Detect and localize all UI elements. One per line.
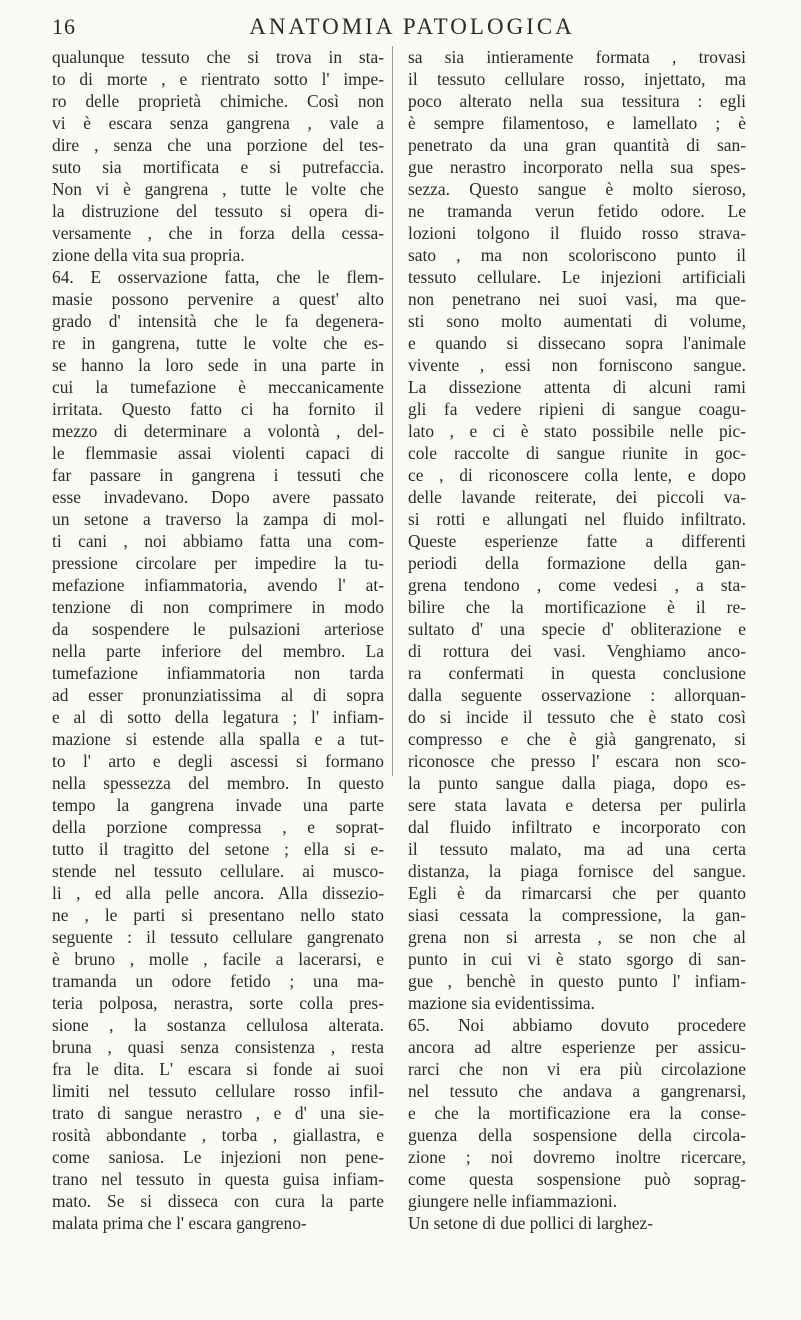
text-line: grado d' intensità che le fa degenera- xyxy=(52,311,384,331)
text-line: suto sia mortificata e si putrefaccia. xyxy=(52,157,384,177)
text-line: mazione sia evidentissima. xyxy=(408,993,595,1013)
text-line: periodi della formazione della gan- xyxy=(408,553,746,573)
text-line: lato , e ci è stato possibile nelle pic- xyxy=(408,421,746,441)
text-line: sione , la sostanza cellulosa alterata. xyxy=(52,1015,384,1035)
text-line: penetrato da una gran quantità di san- xyxy=(408,135,746,155)
text-line: malata prima che l' escara gangreno- xyxy=(52,1213,307,1233)
text-line: La dissezione attenta di alcuni rami xyxy=(408,377,746,397)
text-line: compresso e che è già gangrenato, si xyxy=(408,729,746,749)
text-line: guenza della sospensione della circola- xyxy=(408,1125,746,1145)
text-line: to di morte , e rientrato sotto l' impe- xyxy=(52,69,384,89)
text-line: gue nerastro incorporato nella sua spes- xyxy=(408,157,746,177)
text-line: le flemmasie assai violenti capaci di xyxy=(52,443,384,463)
text-line: sezza. Questo sangue è molto sieroso, xyxy=(408,179,746,199)
text-line: ce , di riconoscere colla lente, e dopo xyxy=(408,465,746,485)
text-line: li , ed alla pelle ancora. Alla dissezio- xyxy=(52,883,384,903)
text-line: sere stata lavata e detersa per pulirla xyxy=(408,795,746,815)
text-line: dire , senza che una porzione del tes- xyxy=(52,135,384,155)
text-line: punto in cui vi è stato sgorgo di san- xyxy=(408,949,746,969)
text-line: distanza, la piaga fornisce del sangue. xyxy=(408,861,746,881)
page-header xyxy=(52,14,772,40)
text-line: to l' arto e degli ascessi si formano xyxy=(52,751,384,771)
text-line: un setone a traverso la zampa di mol- xyxy=(52,509,384,529)
text-line: sa sia intieramente formata , trovasi xyxy=(408,47,746,67)
text-line: nella parte inferiore del membro. La xyxy=(52,641,384,661)
text-line: delle lavande reiterate, dei piccoli va- xyxy=(408,487,746,507)
text-line: cole raccolte di sangue riunite in goc- xyxy=(408,443,746,463)
text-line: ro delle proprietà chimiche. Così non xyxy=(52,91,384,111)
text-line: Queste esperienze fatte a differenti xyxy=(408,531,746,551)
text-line: tumefazione infiammatoria non tarda xyxy=(52,663,384,683)
text-line: come saniosa. Le injezioni non pene- xyxy=(52,1147,384,1167)
text-line: bilire che la mortificazione è il re- xyxy=(408,597,746,617)
text-line: Un setone di due pollici di larghez- xyxy=(408,1213,654,1233)
text-line: limiti nel tessuto cellulare rosso infil- xyxy=(52,1081,384,1101)
text-line: do si incide il tessuto che è stato così xyxy=(408,707,746,727)
text-line: mato. Se si disseca con cura la parte xyxy=(52,1191,384,1211)
text-line: mezzo di determinare a volontà , del- xyxy=(52,421,384,441)
text-line: gue , benchè in questo punto l' infiam- xyxy=(408,971,746,991)
running-title: ANATOMIA PATOLOGICA xyxy=(249,14,575,39)
text-line: poco alterato nella sua tessitura : egli xyxy=(408,91,746,111)
text-line: nella spessezza del membro. In questo xyxy=(52,773,384,793)
text-line: e quando si dissecano sopra l'animale xyxy=(408,333,746,353)
text-line: re in gangrena, tutte le volte che es- xyxy=(52,333,384,353)
text-line: ne tramanda verun fetido odore. Le xyxy=(408,201,746,221)
text-line: tempo la gangrena invade una parte xyxy=(52,795,384,815)
text-line: e che la mortificazione era la conse- xyxy=(408,1103,746,1123)
text-line: zione ; noi dovremo inoltre ricercare, xyxy=(408,1147,746,1167)
text-line: della porzione compressa , e soprat- xyxy=(52,817,384,837)
text-line: dalla seguente osservazione : allorquan- xyxy=(408,685,746,705)
text-line: la distruzione del tessuto si opera di- xyxy=(52,201,384,221)
text-line: mefazione infiammatoria, avendo l' at- xyxy=(52,575,384,595)
text-line: rosità abbondante , torba , giallastra, e xyxy=(52,1125,384,1145)
text-line: grena tendono , come vedesi , a sta- xyxy=(408,575,746,595)
text-line: tutto il tragitto del setone ; ella si e- xyxy=(52,839,384,859)
text-line: nel tessuto che andava a gangrenarsi, xyxy=(408,1081,746,1101)
text-columns xyxy=(52,46,772,1266)
text-line: teria polposa, nerastra, sorte colla pres- xyxy=(52,993,384,1013)
text-line: qualunque tessuto che si trova in sta- xyxy=(52,47,384,67)
text-line: tenzione di non comprimere in modo xyxy=(52,597,384,617)
text-line: 65. Noi abbiamo dovuto procedere xyxy=(408,1015,746,1035)
text-line: da sospendere le pulsazioni arteriose xyxy=(52,619,384,639)
text-line: trano nel tessuto in questa guisa infiam- xyxy=(52,1169,384,1189)
text-line: la punto sangue dalla piaga, dopo es- xyxy=(408,773,746,793)
text-line: seguente : il tessuto cellulare gangrenato xyxy=(52,927,384,947)
right-column xyxy=(408,46,746,1234)
column-divider xyxy=(392,46,393,776)
text-line: irritata. Questo fatto ci ha fornito il xyxy=(52,399,384,419)
text-line: se hanno la loro sede in una parte in xyxy=(52,355,384,375)
text-line: zione della vita sua propria. xyxy=(52,245,245,265)
text-line: vivente , essi non forniscono sangue. xyxy=(408,355,746,375)
text-line: masie possono pervenire a quest' alto xyxy=(52,289,384,309)
text-line: ad esser pronunziatissima al di sopra xyxy=(52,685,384,705)
text-line: il tessuto cellulare rosso, injettato, ma xyxy=(408,69,746,89)
text-line: ne , le parti si presentano nello stato xyxy=(52,905,384,925)
text-line: non penetrano nei suoi vasi, ma que- xyxy=(408,289,746,309)
text-line: e al di sotto della legatura ; l' infiam- xyxy=(52,707,384,727)
page-number: 16 xyxy=(52,14,76,39)
text-line: vi è escara senza gangrena , vale a xyxy=(52,113,384,133)
text-line: 64. E osservazione fatta, che le flem- xyxy=(52,267,384,287)
text-line: lozioni tolgono il fluido rosso strava- xyxy=(408,223,746,243)
text-line: è bruno , molle , facile a lacerarsi, e xyxy=(52,949,384,969)
text-line: mazione si estende alla spalla e a tut- xyxy=(52,729,384,749)
text-line: tramanda un odore fetido ; una ma- xyxy=(52,971,384,991)
text-line: ra confermati in questa conclusione xyxy=(408,663,746,683)
text-line: dal fluido infiltrato e incorporato con xyxy=(408,817,746,837)
text-line: siasi cessata la compressione, la gan- xyxy=(408,905,746,925)
text-line: sti sono molto aumentati di volume, xyxy=(408,311,746,331)
text-line: stende nel tessuto cellulare. ai musco- xyxy=(52,861,384,881)
text-line: ti cani , noi abbiamo fatta una com- xyxy=(52,531,384,551)
text-line: sultato d' una specie d' obliterazione e xyxy=(408,619,746,639)
text-line: come questa sospensione può soprag- xyxy=(408,1169,746,1189)
text-line: bruna , quasi senza consistenza , resta xyxy=(52,1037,384,1057)
text-line: è sempre filamentoso, e lamellato ; è xyxy=(408,113,746,133)
text-line: rarci che non vi era più circolazione xyxy=(408,1059,746,1079)
text-line: fra le dita. L' escara si fonde ai suoi xyxy=(52,1059,384,1079)
text-line: giungere nelle infiammazioni. xyxy=(408,1191,618,1211)
text-line: tessuto cellulare. Le injezioni artificiali xyxy=(408,267,746,287)
text-line: esse invadevano. Dopo avere passato xyxy=(52,487,384,507)
text-line: riconosce che presso l' escara non sco- xyxy=(408,751,746,771)
text-line: grena non si arresta , se non che al xyxy=(408,927,746,947)
left-column xyxy=(52,46,384,1234)
text-line: si rotti e allungati nel fluido infiltrato. xyxy=(408,509,746,529)
text-line: cui la tumefazione è meccanicamente xyxy=(52,377,384,397)
text-line: ancora ad altre esperienze per assicu- xyxy=(408,1037,746,1057)
text-line: pressione circolare per impedire la tu- xyxy=(52,553,384,573)
text-line: far passare in gangrena i tessuti che xyxy=(52,465,384,485)
text-line: di rottura dei vasi. Venghiamo anco- xyxy=(408,641,746,661)
text-line: il tessuto malato, ma ad una certa xyxy=(408,839,746,859)
text-line: versamente , che in forza della cessa- xyxy=(52,223,384,243)
text-line: Egli è da rimarcarsi che per quanto xyxy=(408,883,746,903)
text-line: gli fa vedere ripieni di sangue coagu- xyxy=(408,399,746,419)
text-line: trato di sangue nerastro , e d' una sie- xyxy=(52,1103,384,1123)
text-line: sato , ma non scoloriscono punto il xyxy=(408,245,746,265)
text-line: Non vi è gangrena , tutte le volte che xyxy=(52,179,384,199)
